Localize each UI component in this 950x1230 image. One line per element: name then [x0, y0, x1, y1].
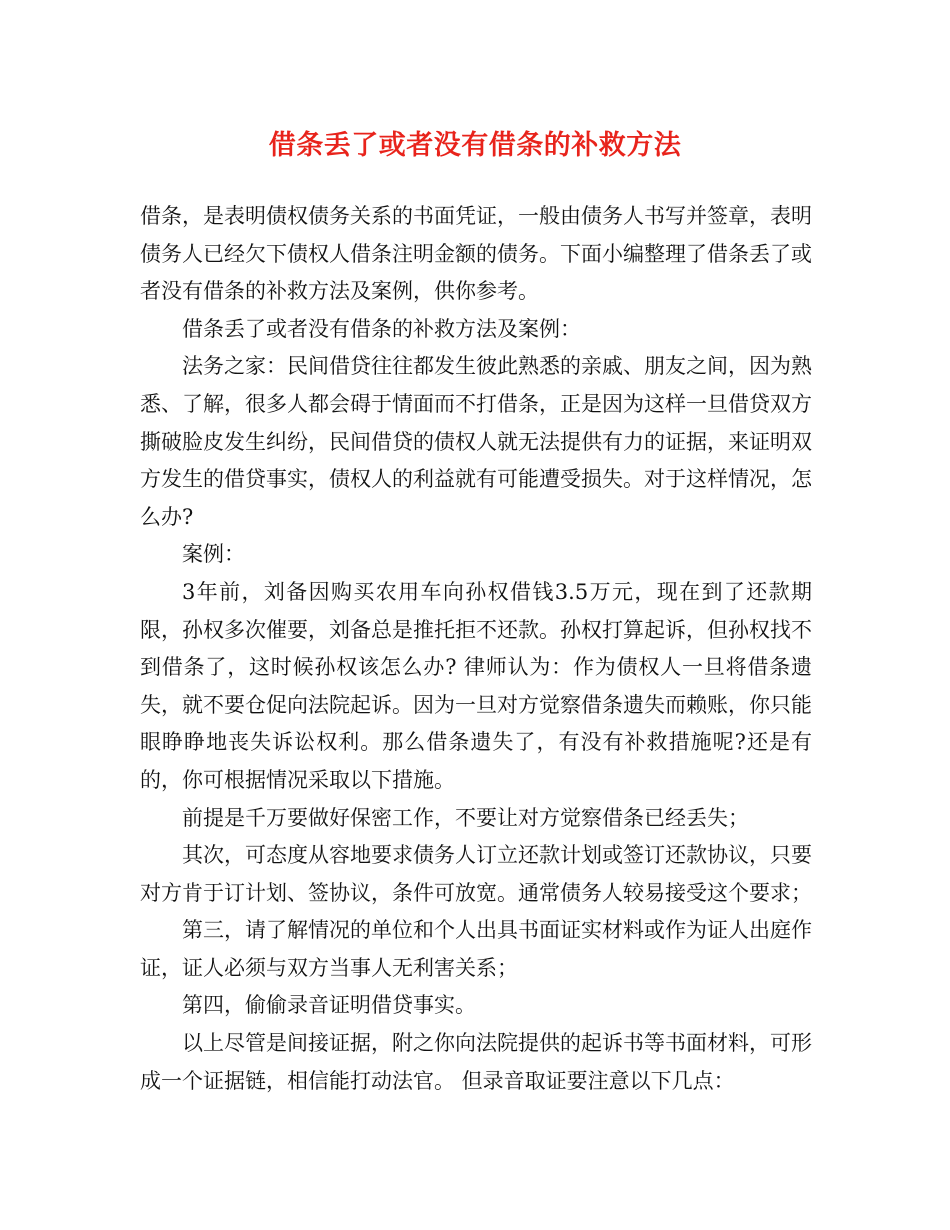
paragraph-intro: 借条，是表明债权债务关系的书面凭证，一般由债务人书写并签章，表明债务人已经欠下债权人借条注明金额的债务。下面小编整理了借条丢了或者没有借条的补救方法及案例，供你参考。: [140, 204, 812, 304]
paragraph-conclusion: 以上尽管是间接证据，附之你向法院提供的起诉书等书面材料，可形成一个证据链，相信能打动法官。 但录音取证要注意以下几点：: [140, 1031, 812, 1093]
paragraph-case: 3年前，刘备因购买农用车向孙权借钱3.5万元，现在到了还款期限，孙权多次催要，刘备总是推托拒不还款。孙权打算起诉，但孙权找不到借条了，这时候孙权该怎么办? 律师认为：作为债权人一旦将借条遗失，就不要仓促向法院起诉。因为一旦对方觉察借条遗失而赖账，你只能眼睁睁地丧失诉讼权利。那么借条遗失了，有没有补救措施呢?还是有的，你可根据情况采取以下措施。: [140, 579, 812, 792]
paragraph-step-third: 第三，请了解情况的单位和个人出具书面证实材料或作为证人出庭作证，证人必须与双方当事人无利害关系；: [140, 918, 812, 980]
paragraph-step-premise: 前提是千万要做好保密工作，不要让对方觉察借条已经丢失；: [182, 805, 749, 830]
paragraph-heading-methods: 借条丢了或者没有借条的补救方法及案例：: [182, 316, 581, 341]
paragraph-background: 法务之家：民间借贷往往都发生彼此熟悉的亲戚、朋友之间，因为熟悉、了解，很多人都会碍于情面而不打借条，正是因为这样一旦借贷双方撕破脸皮发生纠纷，民间借贷的债权人就无法提供有力的证据，来证明双方发生的借贷事实，债权人的利益就有可能遭受损失。对于这样情况，怎么办?: [140, 354, 812, 529]
paragraph-case-label: 案例：: [182, 542, 245, 567]
document-title: 借条丢了或者没有借条的补救方法: [268, 130, 682, 161]
paragraph-step-second: 其次，可态度从容地要求债务人订立还款计划或签订还款协议，只要对方肯于订计划、签协议，条件可放宽。通常债务人较易接受这个要求；: [140, 843, 812, 905]
document-body: [140, 198, 812, 1100]
paragraph-step-fourth: 第四，偷偷录音证明借贷事实。: [182, 993, 476, 1018]
